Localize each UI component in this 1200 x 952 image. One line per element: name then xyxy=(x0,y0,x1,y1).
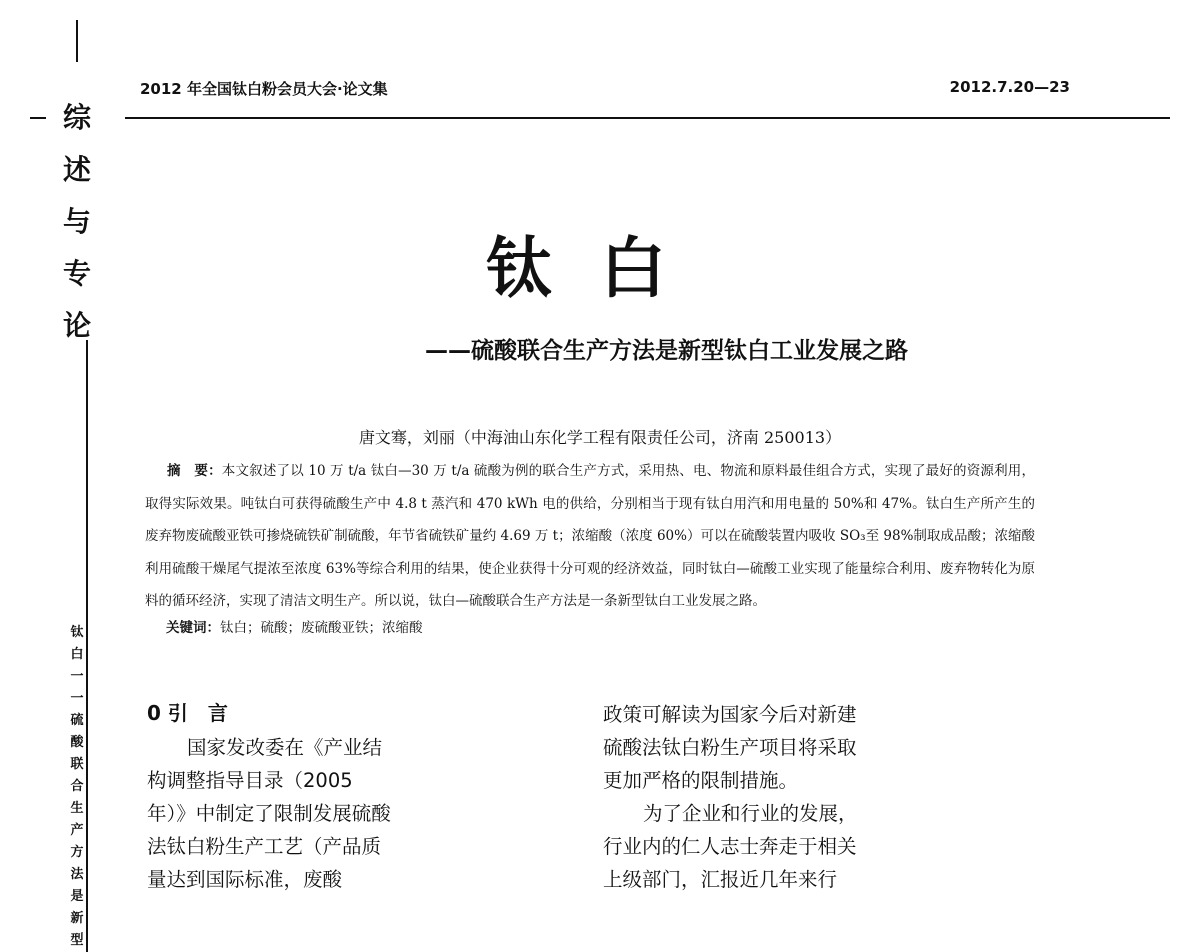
section-char: 专 xyxy=(62,257,91,290)
body-column-left xyxy=(147,731,397,896)
section-char: 述 xyxy=(62,153,91,186)
running-char: 生 xyxy=(70,801,84,816)
abstract-label: 摘 要： xyxy=(167,463,222,479)
running-char: 合 xyxy=(70,779,84,794)
section-heading-introduction: 0 引 言 xyxy=(147,701,228,725)
abstract xyxy=(145,455,1035,618)
running-char: 酸 xyxy=(70,735,84,750)
running-char: 是 xyxy=(70,889,84,904)
paragraph: 为了企业和行业的发展，行业内的仁人志士奔走于相关上级部门，汇报近几年来行 xyxy=(603,802,858,891)
paper-title: 钛白 xyxy=(486,230,714,307)
header-date: 2012.7.20—23 xyxy=(949,78,1070,96)
running-char: 联 xyxy=(70,757,84,772)
header-dash xyxy=(30,117,46,119)
header-rule xyxy=(125,117,1170,119)
running-title-vertical xyxy=(66,622,88,952)
keywords xyxy=(166,616,423,636)
section-char: 与 xyxy=(62,205,91,238)
running-char: 型 xyxy=(70,933,84,948)
abstract-text: 本文叙述了以 10 万 t/a 钛白—30 万 t/a 硫酸为例的联合生产方式，采用热、电、物流和原料最佳组合方式，实现了最好的资源利用，取得实际效果。吨钛白可获得硫酸生产中 4.8 t 蒸汽和 470 kWh 电的供给，分别相当于现有钛白用汽和用电量的 50%和 47%。钛白生产所产生的废弃物废硫酸亚铁可掺烧硫铁矿制硫酸，年节省硫铁矿量约 4.69 万 t；浓缩酸（浓度 60%）可以在硫酸装置内吸收 SO₃至 98%制取成品酸；浓缩酸利用硫酸干燥尾气提浓至浓度 63%等综合利用的结果，使企业获得十分可观的经济效益，同时钛白—硫酸工业实现了能量综合利用、废弃物转化为原料的循环经济，实现了清洁文明生产。所以说，钛白—硫酸联合生产方法是一条新型钛白工业发展之路。 xyxy=(145,463,1035,609)
authors-affiliation: 唐文骞，刘丽（中海油山东化学工程有限责任公司，济南 250013） xyxy=(358,428,842,447)
paragraph: 政策可解读为国家今后对新建硫酸法钛白粉生产项目将采取更加严格的限制措施。 xyxy=(603,703,857,792)
paper-subtitle: ——硫酸联合生产方法是新型钛白工业发展之路 xyxy=(425,338,908,364)
running-char: 新 xyxy=(70,911,84,926)
keywords-text: 钛白；硫酸；废硫酸亚铁；浓缩酸 xyxy=(220,620,423,636)
running-char: 硫 xyxy=(70,713,84,728)
running-char: 一 xyxy=(70,691,84,706)
section-char: 综 xyxy=(62,101,91,134)
running-char: 白 xyxy=(70,647,84,662)
running-char: 钛 xyxy=(70,625,84,640)
keywords-label: 关键词： xyxy=(166,620,220,636)
margin-rule-top xyxy=(76,20,78,62)
paragraph: 国家发改委在《产业结构调整指导目录（2005 年）》中制定了限制发展硫酸法钛白粉生产工艺（产品质量达到国际标准，废酸 xyxy=(147,736,391,891)
header-proceedings: 2012 年全国钛白粉会员大会·论文集 xyxy=(140,80,388,98)
running-char: 法 xyxy=(70,867,84,882)
section-char: 论 xyxy=(62,309,91,342)
running-char: 产 xyxy=(70,823,84,838)
running-char: 方 xyxy=(70,845,84,860)
body-column-right xyxy=(603,698,865,896)
running-char: 一 xyxy=(70,669,84,684)
